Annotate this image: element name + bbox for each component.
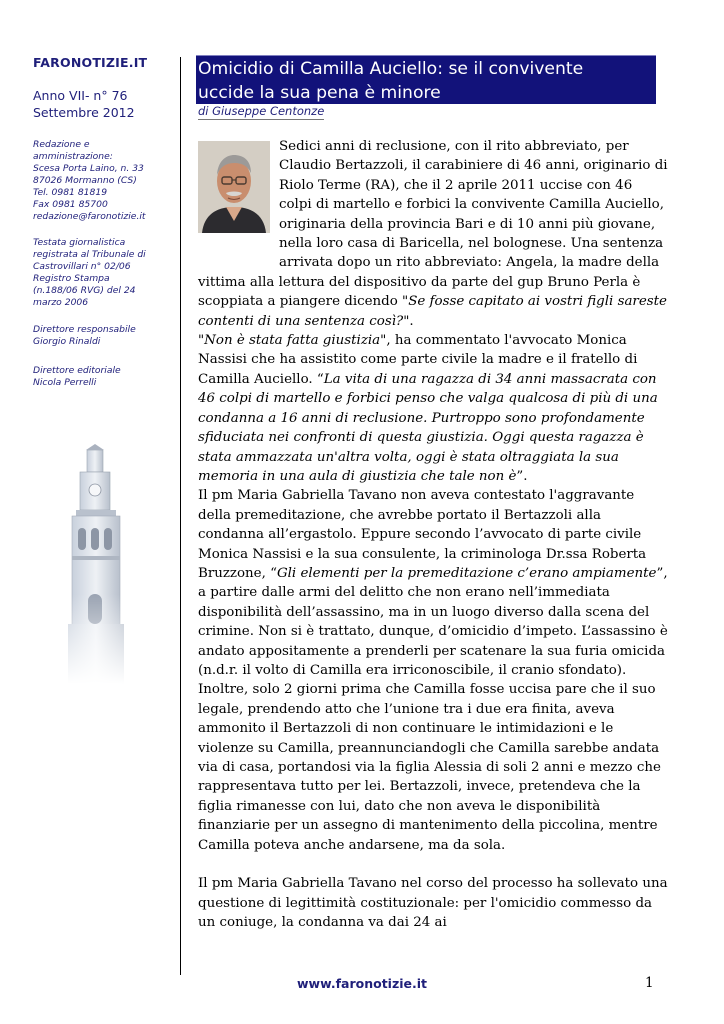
text-run: " [198,333,205,349]
info-line: Redazione e [33,139,90,150]
direttore-editoriale [33,365,173,389]
article-body [198,137,668,933]
article-title-line1: Omicidio di Camilla Auciello: se il convivente [198,59,584,79]
info-line: Registro Stampa [33,273,110,284]
article-paragraph-3 [198,486,668,855]
text-run: Sedici anni di reclusione, con il rito abbreviato, per Claudio Bertazzoli, il carabiniere di 46 anni, originario di Riolo Terme (RA), che il 2 aprile 2011 uccise con 46 colpi di martello e forbici la convivente Camilla Auciello, originaria della provincia Bari e di 10 anni più giovane, nella loro casa di Baricella, nel bolognese. Una sentenza arrivata dopo un rito abbreviato: Angela, la madre della vittima alla lettura del dispositivo da parte del gup Bruno Perla è scoppiata a piangere dicendo " [198,139,668,310]
column-divider [180,57,181,975]
text-run: ". [403,313,414,329]
text-run: ”, a partire dalle armi del delitto che non erano nell’immediata disponibilità dell’assassino, ma in un luogo diverso dalla scena del crimine. Non si è trattato, dunque, d’omicidio d’impeto. L’assassino è andato appositamente a prenderli per scatenare la sua furia omicida (n.d.r. il volto di Camilla era irriconoscibile, il cranio sfondato). Inoltre, solo 2 giorni prima che Camilla fosse uccisa pare che il suo legale, prendendo atto che l’unione tra i due era finita, aveva ammonito il Bertazzoli di non continuare le intimidazioni e le violenze su Camilla, preannunciandogli che Camilla sarebbe andata via di casa, portandosi via la figlia Alessia di soli 2 anni e mezzo che rappresentava tutto per lei. Bertazzoli, invece, pretendeva che la figlia rimanesse con lui, dato che non aveva le disponibilità finanziarie per un assegno di mantenimento della piccolina, mentre Camilla poteva anche andarsene, ma da sola. [198,565,668,853]
info-line: 87026 Mormanno (CS) [33,175,137,186]
quote-run: Se fosse capitato ai vostri figli sareste contenti di una sentenza così? [198,294,667,329]
info-line: Scesa Porta Laino, n. 33 [33,163,144,174]
bell-tower-image [58,444,138,684]
info-line: Testata giornalistica [33,237,126,248]
info-line: Nicola Perrelli [33,377,97,388]
issue-number: Anno VII- n° 76 [33,88,128,103]
paragraph-gap [198,855,668,874]
info-line: Fax 0981 85700 [33,199,108,210]
issue-date: Settembre 2012 [33,105,135,120]
text-run: ", ha commentato l'avvocato Monica Nassisi che ha assistito come parte civile la madre e il fratello di Camilla Auciello. “ [198,333,638,387]
info-line: Castrovillari n° 02/06 [33,261,131,272]
article-byline: di Giuseppe Centonze [198,104,325,118]
info-line: amministrazione: [33,151,113,162]
issue-info [33,87,135,121]
quote-run: Non è stata fatta giustizia [204,333,381,349]
page-number: 1 [645,975,654,991]
email-link[interactable]: redazione@faronotizie.it [33,211,146,222]
info-line: Tel. 0981 81819 [33,187,108,198]
brand-name[interactable]: FARONOTIZIE.IT [33,55,148,70]
footer-website-link[interactable]: www.faronotizie.it [296,976,427,991]
testata-info [33,237,173,309]
article-title-line2: uccide la sua pena è minore [198,83,441,103]
article-title-banner [196,55,656,104]
article-paragraph-2 [198,331,668,486]
quote-run: La vita di una ragazza di 34 anni massacrata con 46 colpi di martello e forbici penso che valga qualcosa di più di una condanna a 16 anni di reclusione. Purtroppo sono profondamente sfiduciata nei confronti di questa giustizia. Oggi questa ragazza è stata ammazzata un'altra volta, oggi è stata oltraggiata la sua memoria in una aula di giustizia che tale non è [198,371,658,484]
info-line: (n.188/06 RVG) del 24 [33,285,136,296]
info-line: Direttore responsabile [33,324,136,335]
photo-spacer [198,137,279,255]
info-line: registrata al Tribunale di [33,249,146,260]
info-line: Giorgio Rinaldi [33,336,101,347]
info-line: Direttore editoriale [33,365,121,376]
quote-run: Gli elementi per la premeditazione c’erano ampiamente [276,565,657,581]
text-run: Il pm Maria Gabriella Tavano non aveva contestato l'aggravante della premeditazione, che avrebbe portato il Bertazzoli alla condanna all’ergastolo. Eppure secondo l’avvocato di parte civile Monica Nassisi e la sua consulente, la criminologa Dr.ssa Roberta Bruzzone, “ [198,488,647,581]
direttore-responsabile [33,324,173,348]
text-run: ”. [516,468,528,484]
sidebar [0,0,178,1024]
article-paragraph-4: Il pm Maria Gabriella Tavano nel corso del processo ha sollevato una questione di legittimità costituzionale: per l'omicidio commesso da un coniuge, la condanna va dai 24 ai [198,876,668,931]
redazione-info [33,139,173,223]
info-line: marzo 2006 [33,297,89,308]
